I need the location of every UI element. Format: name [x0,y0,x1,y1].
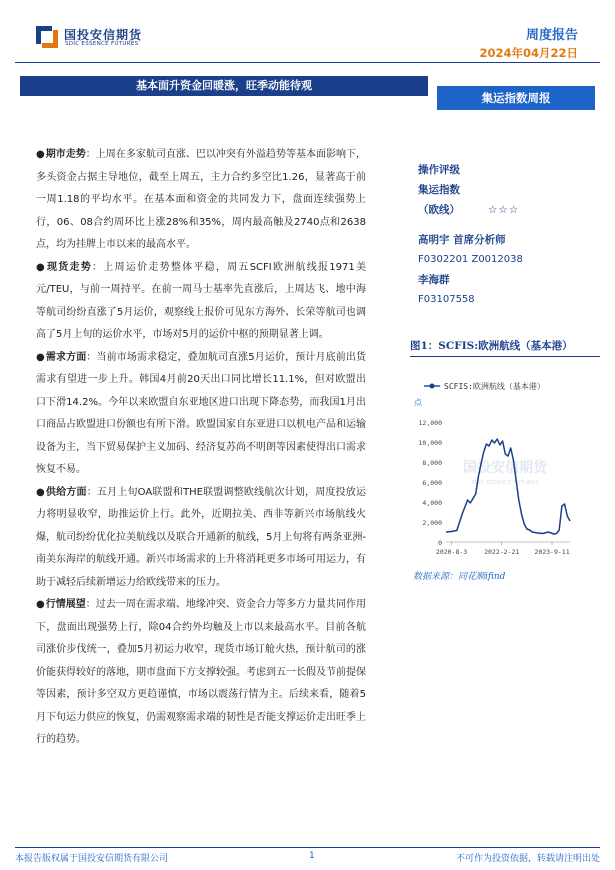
paragraph-supply: ●供给方面：五月上旬OA联盟和THE联盟调整欧线航次计划，周度投放运力将明显收窄，助推运价上行。此外，近期拉美、西非等新兴市场航线火爆，航司纷纷优化拉美航线以及联合开通新的航线，5月上旬将有两条亚洲-南美东海岸的航线开通。新兴市场需求的上升将消耗更多市场可用运力，有助于减轻后续新增运力给欧线带来的压力。 [36,486,367,588]
chart-watermark: 国投安信期货 [463,460,547,476]
bullet-icon: ● [36,149,45,160]
company-logo [34,24,234,54]
x-tick-label: 2023-9-11 [534,548,570,556]
rating-sidebar [418,160,598,310]
footer-copyright: 本报告版权属于国投安信期货有限公司 [15,854,169,864]
series-line [446,439,570,534]
x-tick-label: 2022-2-21 [484,548,520,556]
report-date: 2024年04月22日 [479,46,578,60]
bullet-icon: ● [36,351,45,363]
y-tick-label: 12,000 [418,419,442,427]
figure-source: 数据来源：同花顺ifind [413,572,506,582]
logo-mark-icon [34,24,60,50]
analyst-1-ids: F0302201 Z0012038 [418,254,523,265]
rating-label: 操作评级 [418,164,460,176]
logo-name: 国投安信期货 [64,28,143,42]
star-rating-icon: ☆☆☆ [488,204,520,216]
footer-disclaimer: 不可作为投资依据，转载请注明出处 [455,854,600,864]
footer-divider [15,847,600,848]
bullet-icon: ● [36,599,45,610]
paragraph-demand: ●需求方面：当前市场需求稳定，叠加航司直涨5月运价，预计月底前出货需求有望进一步上升。韩国4月前20天出口同比增长11.1%，但对欧盟出口下滑14.2%。今年以来欧盟自东亚地区进口出现下降态势，而我国1月出口商品占欧盟进口份额也有所下滑。欧盟国家自东亚进口以机电产品和运输设备为主，当下贸易保护主义加码、经济复苏尚不明朗等因素使得出口需求恢复不易。 [36,351,367,475]
page-number: 1 [309,851,315,861]
index-tag: 集运指数周报 [437,86,595,110]
route-rating [418,200,598,220]
analyst-2-name: 李海群 [418,274,450,286]
y-tick-label: 10,000 [418,439,442,447]
report-type: 周度报告 [525,28,578,43]
y-tick-label: 6,000 [422,479,442,487]
figure-title: 图1：SCFIS:欧洲航线（基本港） [410,340,573,352]
analyst-2-id: F03107558 [418,294,475,305]
y-tick-label: 0 [438,539,442,547]
figure-divider [410,356,600,357]
paragraph-market-trend: ●期市走势：上周在多家航司直涨、巴以冲突有外溢趋势等基本面影响下，多头资金占据主导地位，截至上周五，主力合约多空比1.26，显著高于前一周1.18的平均水平。在基本面和资金的共同发力下，盘面连续强势上行，06、08合约周环比上涨28%和35%，周内最高触及2740点和2638点，均为挂牌上市以来的最高水平。 [36,149,367,250]
bullet-icon: ● [36,261,46,273]
paragraph-spot-trend: ●现货走势：上周运价走势整体平稳，周五SCFI欧洲航线报1971美元/TEU，与前一周持平。在前一周马士基率先直涨后，上周达飞、地中海等航司纷纷直涨了5月运价，观察线上报价可见东方海外、长荣等航司也调高了5月上旬的运价水平，市场对5月的运价中枢的预期显著上调。 [36,261,367,340]
scfis-line-chart [410,372,600,570]
y-tick-label: 4,000 [422,499,442,507]
route-label: （欧线） [418,204,460,216]
logo-english-name: SDIC ESSENCE FUTURES [65,41,139,47]
x-tick-label: 2020-8-3 [435,548,468,556]
report-title: 基本面升资金回暖涨，旺季动能待观 [20,76,428,96]
legend-marker [430,384,435,389]
y-unit-label: 点 [414,398,422,407]
analyst-1-name: 高明宇 首席分析师 [418,234,506,246]
header-divider [15,62,600,63]
paragraph-outlook: ●行情展望：过去一周在需求端、地缘冲突、资金合力等多方力量共同作用下，盘面出现强势上行，除04合约外均触及上市以来最高水平。目前各航司涨价步伐统一，叠加5月初运力收窄，现货市场订舱火热，预计航司的涨价能获得较好的落地，期市盘面下方支撑较强。考虑到五一长假及节前提保等因素，预计多空双方更趋谨慎，市场以震荡行情为主。后续来看，随着5月下旬运力供应的恢复，仍需观察需求端的韧性是否能支撑运价走出旺季上行的趋势。 [36,599,367,745]
index-label: 集运指数 [418,184,460,196]
y-tick-label: 8,000 [422,459,442,467]
legend-label: SCFIS:欧洲航线（基本港） [444,382,545,391]
chart-watermark-en: SDIC ESSENCE FUTURES [471,480,539,486]
y-tick-label: 2,000 [422,519,442,527]
report-body [36,144,366,752]
bullet-icon: ● [36,486,45,498]
